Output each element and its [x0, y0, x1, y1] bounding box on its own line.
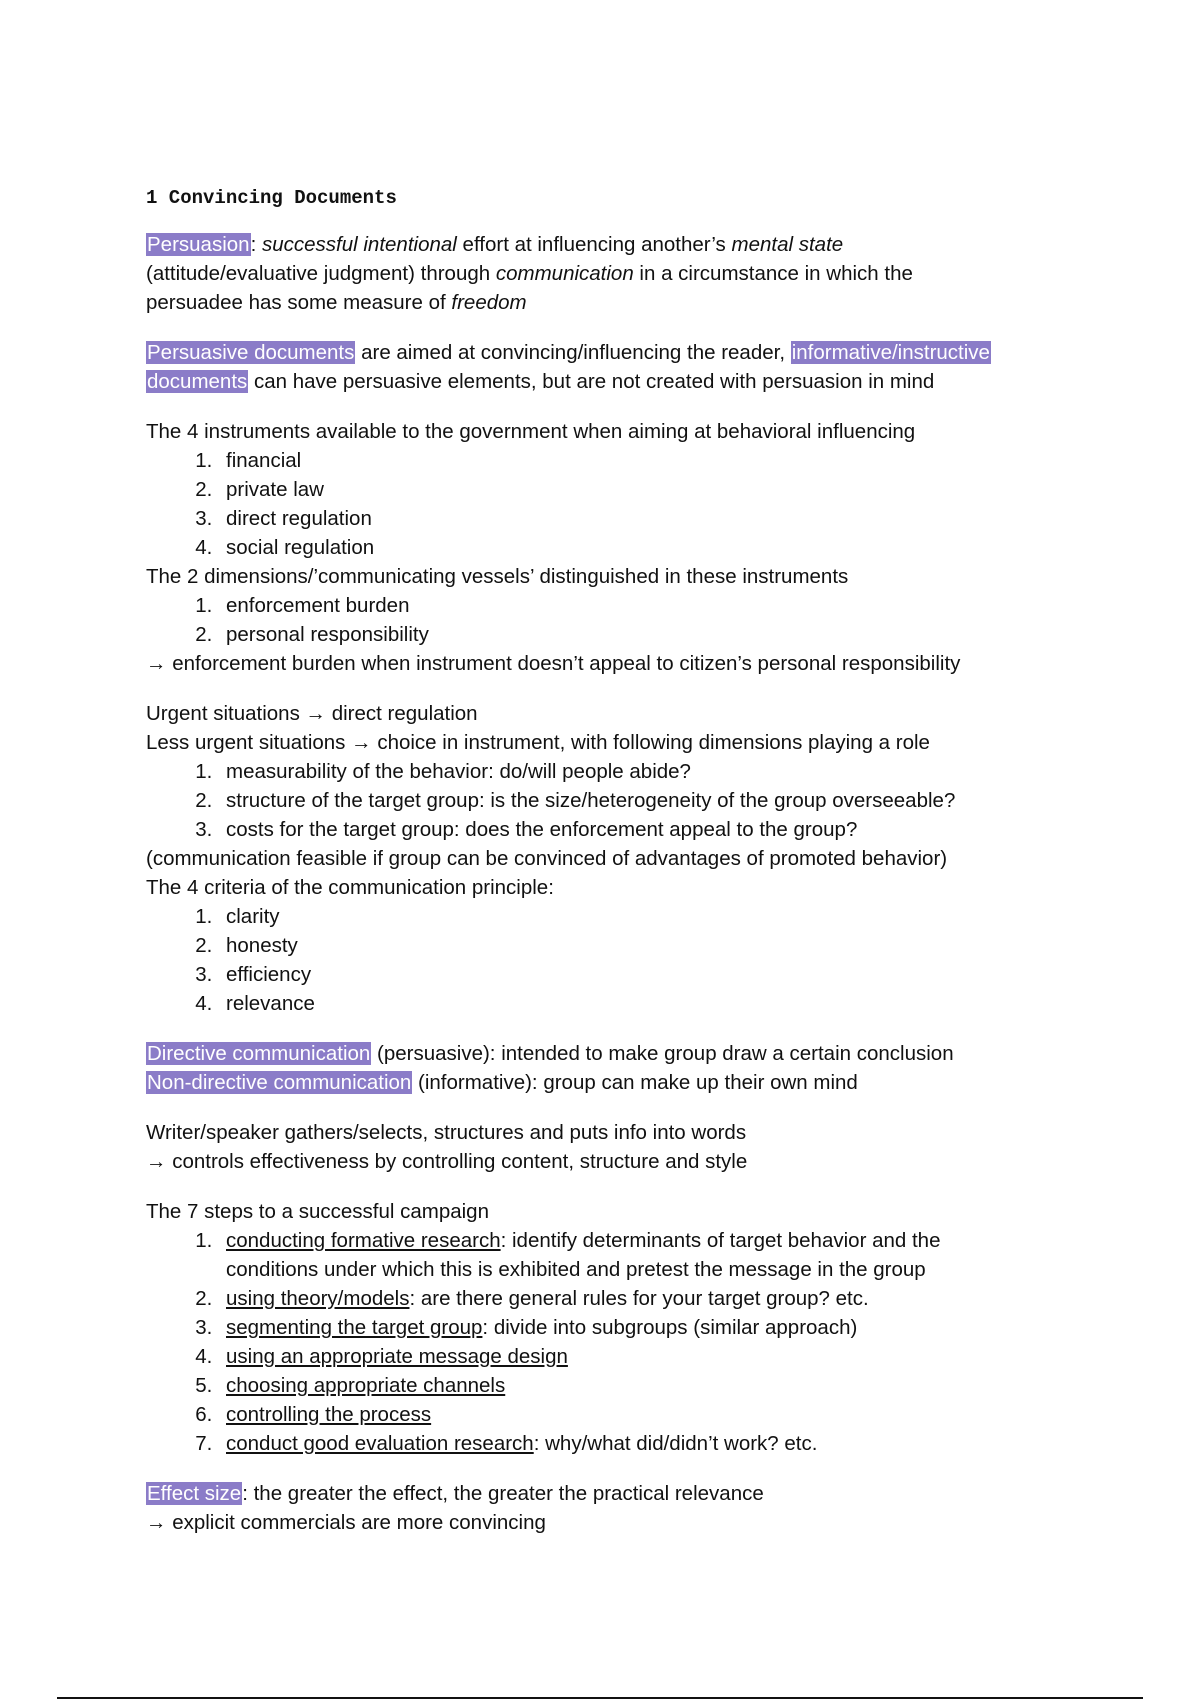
list-item: 5. choosing appropriate channels — [218, 1371, 1066, 1400]
arrow-note: → enforcement burden when instrument doesn’t appeal to citizen’s personal responsibility — [146, 652, 961, 675]
definition-line: Persuasion: successful intentional effort at influencing another’s mental state — [147, 233, 844, 256]
list-item: 7. conduct good evaluation research: why/what did/didn’t work? etc. — [218, 1429, 1066, 1458]
text-line: Writer/speaker gathers/selects, structures and puts info into words — [146, 1121, 747, 1144]
list-item: 2. using theory/models: are there general rules for your target group? etc. — [218, 1284, 1066, 1313]
dimensions-list — [146, 591, 1066, 649]
section-heading: The 4 criteria of the communication principle: — [146, 876, 554, 899]
definition-line: persuadee has some measure of freedom — [146, 291, 527, 314]
document-page — [146, 184, 1066, 1558]
list-item: 6. controlling the process — [218, 1400, 1066, 1429]
highlighted-term: Effect size — [147, 1482, 242, 1505]
list-item: 1. measurability of the behavior: do/will people abide? — [218, 757, 1066, 786]
highlighted-term: Directive communication — [147, 1042, 371, 1065]
arrow-note: → explicit commercials are more convincing — [146, 1511, 546, 1534]
list-item: 1. enforcement burden — [218, 591, 1066, 620]
definition-line: documents can have persuasive elements, but are not created with persuasion in mind — [147, 370, 935, 393]
page-title: 1 Convincing Documents — [146, 187, 397, 209]
list-item: 1. conducting formative research: identify determinants of target behavior and the conditions under which this is exhibited and pretest the message in the group — [218, 1226, 1006, 1284]
text-line: Less urgent situations → choice in instrument, with following dimensions playing a role — [146, 731, 930, 754]
list-item: 2. honesty — [218, 931, 1066, 960]
effect-size-section — [146, 1479, 1066, 1537]
campaign-section — [146, 1197, 1066, 1458]
dimensions-role-list — [146, 757, 1066, 844]
highlighted-term: informative/instructive — [791, 341, 990, 364]
highlighted-term: Persuasion — [147, 233, 250, 256]
highlighted-term: documents — [147, 370, 248, 393]
definition-line: Non-directive communication (informative): group can make up their own mind — [147, 1071, 858, 1094]
page-divider — [57, 1697, 1143, 1699]
instruments-section — [146, 417, 1066, 678]
highlighted-term: Persuasive documents — [147, 341, 355, 364]
definition-line: Persuasive documents are aimed at convincing/influencing the reader, informative/instructive — [147, 341, 990, 364]
definition-line: Directive communication (persuasive): intended to make group draw a certain conclusion — [147, 1042, 954, 1065]
list-item: 4. using an appropriate message design — [218, 1342, 1066, 1371]
list-item: 3. direct regulation — [218, 504, 1066, 533]
criteria-list — [146, 902, 1066, 1018]
section-heading: The 2 dimensions/’communicating vessels’ distinguished in these instruments — [146, 565, 849, 588]
situations-section — [146, 699, 1066, 1018]
campaign-steps-list — [146, 1226, 1066, 1458]
instruments-list — [146, 446, 1066, 562]
list-item: 2. personal responsibility — [218, 620, 1066, 649]
definition-line: Effect size: the greater the effect, the greater the practical relevance — [147, 1482, 764, 1505]
list-item: 4. relevance — [218, 989, 1066, 1018]
text-line: Urgent situations → direct regulation — [146, 702, 478, 725]
highlighted-term: Non-directive communication — [147, 1071, 412, 1094]
list-item: 1. financial — [218, 446, 1066, 475]
list-item: 1. clarity — [218, 902, 1066, 931]
text-line: (communication feasible if group can be convinced of advantages of promoted behavior) — [146, 847, 948, 870]
list-item: 2. private law — [218, 475, 1066, 504]
list-item: 4. social regulation — [218, 533, 1066, 562]
list-item: 2. structure of the target group: is the size/heterogeneity of the group overseeable? — [218, 786, 1066, 815]
persuasion-definition — [146, 230, 1066, 317]
arrow-note: → controls effectiveness by controlling content, structure and style — [146, 1150, 748, 1173]
list-item: 3. segmenting the target group: divide into subgroups (similar approach) — [218, 1313, 1066, 1342]
writer-section — [146, 1118, 1066, 1176]
documents-definition — [146, 338, 1066, 396]
definition-line: (attitude/evaluative judgment) through communication in a circumstance in which the — [146, 262, 913, 285]
communication-section — [146, 1039, 1066, 1097]
list-item: 3. costs for the target group: does the enforcement appeal to the group? — [218, 815, 1066, 844]
section-heading: The 7 steps to a successful campaign — [146, 1200, 489, 1223]
list-item: 3. efficiency — [218, 960, 1066, 989]
section-heading: The 4 instruments available to the government when aiming at behavioral influencing — [146, 420, 916, 443]
